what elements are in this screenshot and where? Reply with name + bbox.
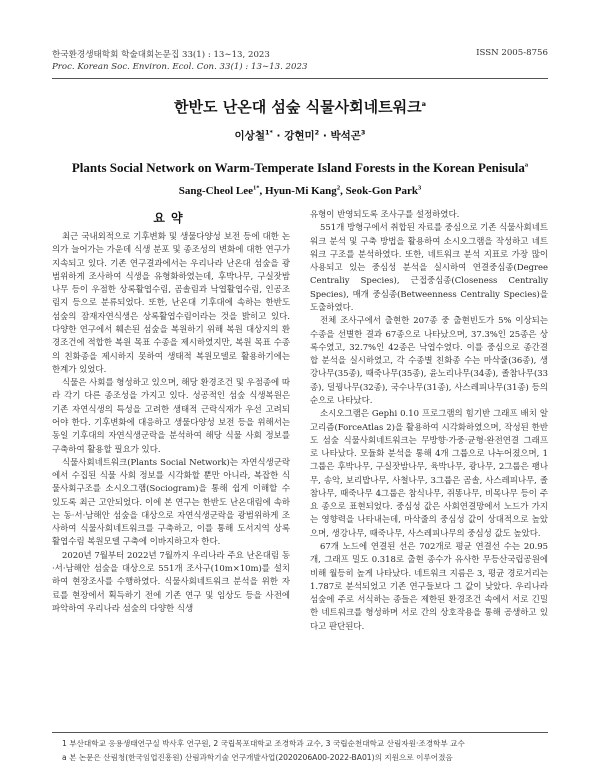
author-ko-2-sup: 2 [314,128,320,137]
authors-ko [0,128,600,143]
paragraph: 식물은 사회를 형성하고 있으며, 해당 환경조건 및 우점종에 따라 각기 다른 종조성을 가지고 있다. 성공적인 섬숲 식생복원은 기존 자연식생의 특성을 고려한 생태적 근락식재가 우선 고려되어야 한다. 기후변화에 대응하고 생물다양성 보전 등을 위해서는 동일 기후대의 자연식생군락을 분석하여 해당 식물 사회 정보를 구축하여 활용할 필요가 있다. [52,377,290,454]
paragraph: 유형이 반영되도록 조사구를 설정하였다. [310,209,460,219]
authors-en [0,185,600,197]
header-rule [52,78,548,79]
author-ko-1-sup: 1* [264,128,273,137]
author-en-3: Seok-Gon Park [345,185,418,197]
footnote-affiliations: 1 부산대학교 응용생태연구실 박사후 연구원, 2 국립목포대학교 조경학과 교수, 3 국립순천대학교 산림자원·조경학부 교수 [62,739,465,748]
issn: ISSN 2005-8756 [476,48,548,58]
author-en-sep: , [259,185,265,197]
author-ko-3: 박석곤 [330,130,361,142]
author-en-sep: , [340,185,346,197]
journal-name-en: Proc. Korean Soc. Environ. Ecol. Con. 33(1) : 13∼13. 2023 [52,62,308,72]
author-en-2-sup: 2 [336,184,341,192]
author-en-1: Sang-Cheol Lee [178,185,253,197]
author-ko-2: 강현미 [284,130,315,142]
paragraph: 최근 국내외적으로 기후변화 및 생물다양성 보전 등에 대한 논의가 늘어가는 가운데 식생 분포 및 종조성의 변화에 대한 연구가 지속되고 있다. 기존 연구결과에서는 우리나라 난온대 섬숲을 광범위하게 조사하여 식생을 유형화하였는데, 후박나무, 구실잣밤나무 등이 우점한 상록활엽수림, 곰솔림과 낙엽활엽수림, 인공조림지 등으로 분류되었다. 또한, 난온대 기후대에 속하는 한반도 섬숲의 잠재자연식생은 상록활엽수림이라는 것을 밝히고 있다. 다양한 연구에서 훼손된 섬숲을 복원하기 위해 복원 대상지의 환경조건에 적합한 복원 목표 수종을 제시하였지만, 복원 목표 수종의 친화종을 제시하지 못하여 생태적 복원모델로 활용하기에는 한계가 있었다. [52,231,290,374]
author-separator: · [272,130,285,142]
paragraph: 67개 노드에 연결된 선은 702개로 평균 연결선 수는 20.95개, 그래프 밀도 0.318로 출현 종수가 유사한 무등산국립공원에 비해 월등히 높게 나타났다. 네트워크 지름은 3, 평균 경로거리는 1.787로 분석되었고 기존 연구들보다 그 값이 낮았다. 우리나라 섬숲에 주로 서식하는 종들은 제한된 환경조건 속에서 서로 긴밀한 네트워크를 형성하며 서로 간의 상호작용을 통해 공생하고 있다고 판단된다. [310,541,548,631]
author-en-2: Hyun-Mi Kang [264,185,337,197]
journal-name-ko: 한국환경생태학회 학술대회논문집 33(1) : 13∼13, 2023 [52,50,270,60]
footnote-rule [52,732,548,733]
title-en-sup: a [524,161,529,169]
paragraph: 2020년 7월부터 2022년 7월까지 우리나라 주요 난온대림 동·서·남해안 섬숲을 대상으로 551개 조사구(10m×10m)를 설치하여 현장조사를 수행하였다. 식물사회네트워크 분석을 위한 자료를 현장에서 획득하기 전에 기존 연구 및 임상도 등을 사전에 파악하여 우리나라 섬숲의 다양한 식생 [52,549,290,613]
right-column [310,208,548,633]
author-en-3-sup: 3 [418,184,422,192]
abstract-heading: 요약 [153,211,189,225]
paragraph: 식물사회네트워크(Plants Social Network)는 자연식생군락에서 수집된 식물 사회 정보를 시각화할 뿐만 아니라, 복잡한 식물사회구조를 소시오그램(Sociogram)을 통해 쉽게 이해할 수 있도록 최근 고안되었다. 이에 본 연구는 한반도 난온대림에 속하는 동·서·남해안 섬숲을 대상으로 자연식생군락을 광범위하게 조사하여 식물사회네트워크를 구축하고, 이를 통해 도서지역 상록활엽수림 복원모델 구축에 이바지하고자 한다. [52,456,290,547]
title-ko [0,96,600,117]
footnote-funding: a 본 논문은 산림청(한국임업진흥원) 산림과학기술 연구개발사업(2020206A00-2022-BA01)의 지원으로 이루어졌음 [62,753,453,762]
author-ko-1: 이상철 [234,130,265,142]
paragraph: 전체 조사구에서 출현한 207종 중 출현빈도가 5% 이상되는 수종을 선별한 결과 67종으로 나타났으며, 37.3%인 25종은 상록수였고, 32.7%인 42종은 낙엽수였다. 이를 중심으로 종간결합 분석을 실시하였고, 각 수종별 친화종 수는 마삭줄(36종), 생강나무(35종), 때죽나무(35종), 윤노리나무(34종), 졸참나무(33종), 덜꿩나무(32종), 국수나무(31종), 사스레피나무(31종) 등의 순으로 나타났다. [310,315,548,405]
author-ko-3-sup: 3 [360,128,366,137]
title-en [0,160,600,176]
title-ko-sup: a [421,100,426,108]
author-separator: · [319,130,331,142]
paragraph: 소시오그램은 Gephi 0.10 프로그램의 힘기반 그래프 배치 알고리즘(ForceAtlas 2)을 활용하여 시각화하였으며, 작성된 한반도 섬숲 식물사회네트워크는 무방향·가중·균형·완전연결 그래프로 나타났다. 모듈화 분석을 통해 4개 그룹으로 나누어졌으며, 1그룹은 후박나무, 구실잣밤나무, 육박나무, 광나무, 2그룹은 팽나무, 송악, 보리밥나무, 사철나무, 3그룹은 곰솔, 사스레피나무, 졸참나무, 때죽나무 4그룹은 참식나무, 쥐똥나무, 비목나무 등이 주요 종으로 표현되었다. 중심성 값은 사회연결망에서 노드가 가지는 영향력을 나타내는데, 마삭줄의 중심성 값이 상대적으로 높았으며, 생강나무, 때죽나무, 사스레피나무의 중심성 값도 높았다. [310,408,548,538]
author-en-1-sup: 1* [252,184,260,192]
left-column [52,230,290,615]
paragraph: 551개 방형구에서 취합된 자료를 중심으로 기존 식물사회네트워크 분석 및 구축 방법을 활용하여 소시오그램을 작성하고 네트워크 구조를 분석하였다. 또한, 네트워크 분석 지표로 가장 많이 사용되고 있는 중심성 분석을 실시하여 연결중심종(Degree Centraliy Species), 근접중심종(Closeness Centraliy Species), 매개 중심종(Betweenness Centraliy Species)을 도출하였다. [310,222,548,312]
title-en-text: Plants Social Network on Warm-Temperate Island Forests in the Korean Penisula [71,160,525,175]
title-ko-text: 한반도 난온대 섬숲 식물사회네트워크 [174,98,422,116]
